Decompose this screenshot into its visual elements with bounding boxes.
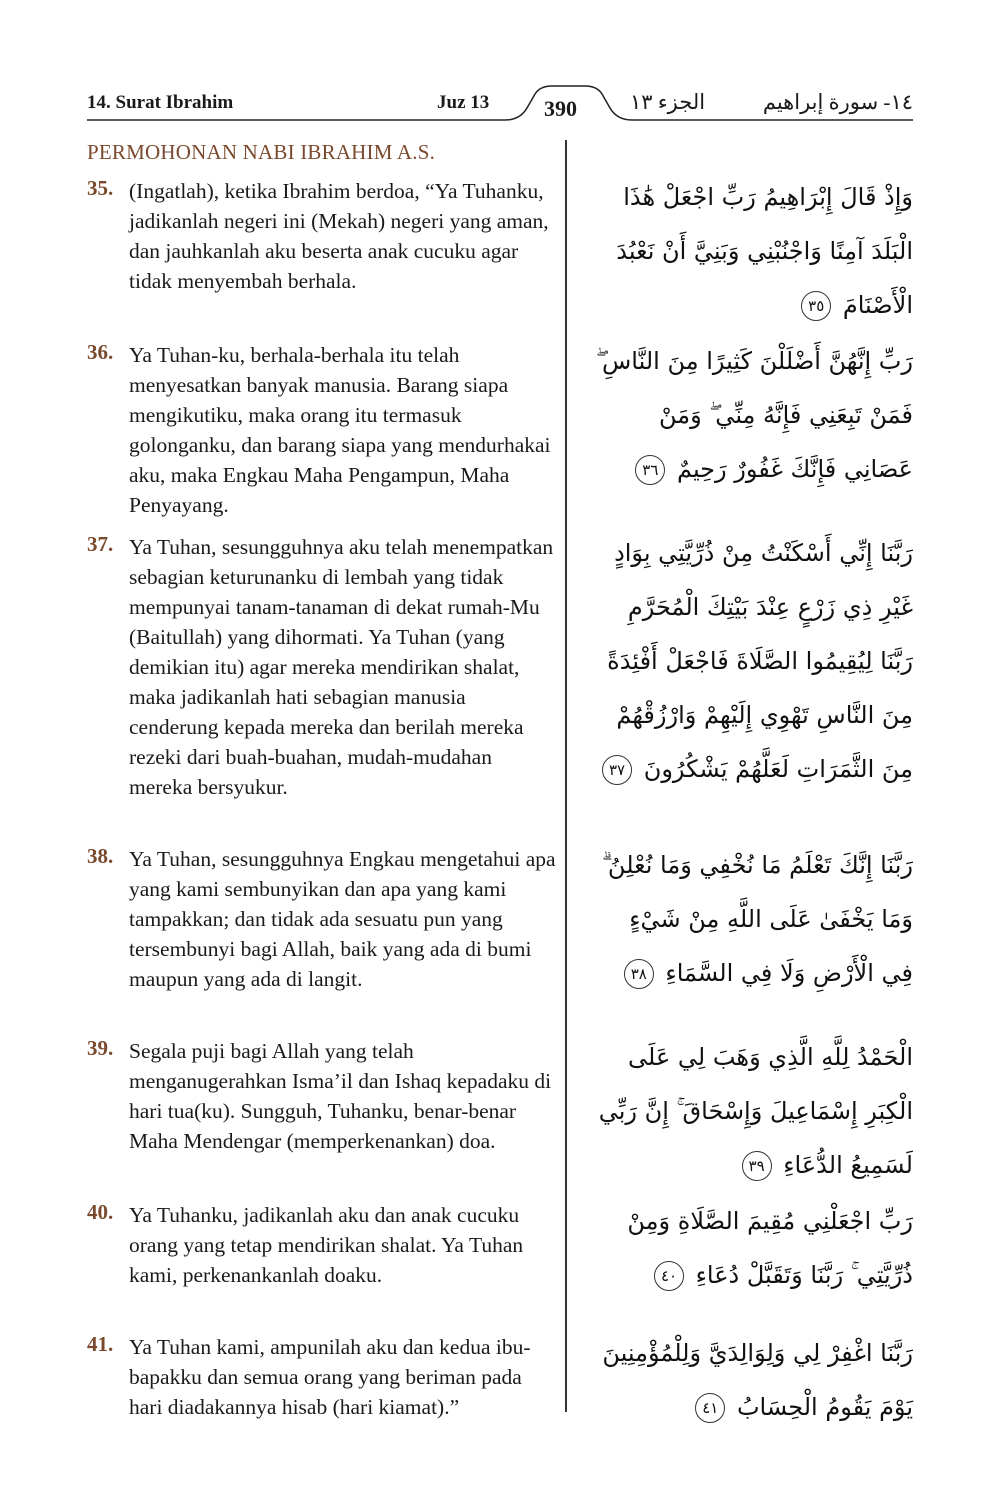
surah-title-arabic: ١٤- سورة إبراهيم [762,90,913,114]
arabic-text: رَبِّ إِنَّهُنَّ أَضْلَلْنَ كَثِيرًا مِنَ النَّاسِ ۖ فَمَنْ تَبِعَنِي فَإِنَّهُ مِنِّي ۖ وَمَنْ عَصَانِي فَإِنَّكَ غَفُورٌ رَحِيمٌ [596,347,913,483]
arabic-text: الْحَمْدُ لِلَّهِ الَّذِي وَهَبَ لِي عَلَى الْكِبَرِ إِسْمَاعِيلَ وَإِسْحَاقَ ۚ إِنَّ رَبِّي لَسَمِيعُ الدُّعَاءِ [598,1043,913,1179]
juz-label-arabic: الجزء ١٣ [630,90,706,114]
arabic-text: رَبَّنَا إِنِّي أَسْكَنْتُ مِنْ ذُرِّيَّتِي بِوَادٍ غَيْرِ ذِي زَرْعٍ عِنْدَ بَيْتِكَ الْمُحَرَّمِ رَبَّنَا لِيُقِيمُوا الصَّلَاةَ فَاجْعَلْ أَفْئِدَةً مِنَ النَّاسِ تَهْوِي إِلَيْهِمْ وَارْزُقْهُمْ مِنَ الثَّمَرَاتِ لَعَلَّهُمْ يَشْكُرُونَ [607,539,913,783]
ayah-end-marker: ٣٨ [624,959,654,989]
page-number: 390 [544,96,577,121]
arabic-verse-35 [593,170,913,332]
verse-number: 37. [87,532,114,556]
verse-translation: Ya Tuhan, sesungguhnya aku telah menempatkan sebagian keturunanku di lembah yang tidak mempunyai tanam-tanaman di dekat rumah-Mu (Baitullah) yang dihormati. Ya Tuhan (yang demikian itu) agar mereka mendirikan shalat, maka jadikanlah hati sebagian manusia cenderung kepada mereka dan berilah mereka rezeki dari buah-buahan, mudah-mudahan mereka bersyukur. [129,535,554,799]
ayah-end-marker: ٤٠ [654,1261,684,1291]
arabic-verse-40 [593,1194,913,1302]
ayah-end-marker: ٤١ [695,1393,725,1423]
arabic-verse-39 [593,1030,913,1192]
verse-translation: Ya Tuhan kami, ampunilah aku dan kedua ibu-bapakku dan semua orang yang beriman pada hari diadakannya hisab (hari kiamat).” [129,1335,531,1419]
arabic-text: وَإِذْ قَالَ إِبْرَاهِيمُ رَبِّ اجْعَلْ هَٰذَا الْبَلَدَ آمِنًا وَاجْنُبْنِي وَبَنِيَّ أَنْ نَعْبُدَ الْأَصْنَامَ [616,183,913,319]
verse-translation: Ya Tuhan-ku, berhala-berhala itu telah menyesatkan banyak manusia. Barang siapa mengikutiku, maka orang itu termasuk golonganku, dan barang siapa yang mendurhakai aku, maka Engkau Maha Pengampun, Maha Penyayang. [129,343,551,517]
verse-translation: Segala puji bagi Allah yang telah menganugerahkan Isma’il dan Ishaq kepadaku di hari tua(ku). Sungguh, Tuhanku, benar-benar Maha Mendengar (memperkenankan) doa. [129,1039,552,1153]
verse-number: 38. [87,844,114,868]
column-divider [565,140,567,1412]
translation-verse-40 [87,1200,557,1290]
arabic-verse-38 [593,838,913,1000]
ayah-end-marker: ٣٧ [602,755,632,785]
section-heading: PERMOHONAN NABI IBRAHIM A.S. [87,140,436,164]
verse-number: 41. [87,1332,114,1356]
verse-number: 39. [87,1036,114,1060]
translation-verse-41 [87,1332,557,1422]
arabic-text: رَبَّنَا إِنَّكَ تَعْلَمُ مَا نُخْفِي وَمَا نُعْلِنُ ۗ وَمَا يَخْفَىٰ عَلَى اللَّهِ مِنْ شَيْءٍ فِي الْأَرْضِ وَلَا فِي السَّمَاءِ [601,851,913,987]
verse-translation: Ya Tuhanku, jadikanlah aku dan anak cucuku orang yang tetap mendirikan shalat. Ya Tuhan kami, perkenankanlah doaku. [129,1203,524,1287]
verse-translation: (Ingatlah), ketika Ibrahim berdoa, “Ya Tuhanku, jadikanlah negeri ini (Mekah) negeri yang aman, dan jauhkanlah aku beserta anak cucuku agar tidak menyembah berhala. [129,179,549,293]
header-rule [0,0,1000,140]
translation-verse-39 [87,1036,557,1156]
ayah-end-marker: ٣٩ [742,1151,772,1181]
ayah-end-marker: ٣٥ [801,291,831,321]
verse-translation: Ya Tuhan, sesungguhnya Engkau mengetahui apa yang kami sembunyikan dan apa yang kami tampakkan; dan tidak ada sesuatu pun yang tersembunyi bagi Allah, baik yang ada di bumi maupun yang ada di langit. [129,847,556,991]
arabic-text: رَبِّ اجْعَلْنِي مُقِيمَ الصَّلَاةِ وَمِنْ ذُرِّيَّتِي ۚ رَبَّنَا وَتَقَبَّلْ دُعَاءِ [627,1207,913,1289]
arabic-verse-36 [593,334,913,496]
arabic-verse-41 [593,1326,913,1434]
arabic-verse-37 [593,526,913,796]
verse-number: 35. [87,176,114,200]
verse-number: 36. [87,340,114,364]
verse-number: 40. [87,1200,114,1224]
translation-verse-38 [87,844,557,994]
ayah-end-marker: ٣٦ [635,455,665,485]
translation-verse-36 [87,340,557,520]
translation-verse-37 [87,532,557,802]
translation-verse-35 [87,176,557,296]
juz-label-latin: Juz 13 [437,92,490,113]
arabic-text: رَبَّنَا اغْفِرْ لِي وَلِوَالِدَيَّ وَلِلْمُؤْمِنِينَ يَوْمَ يَقُومُ الْحِسَابُ [602,1339,913,1421]
surah-title-latin: 14. Surat Ibrahim [87,92,234,113]
